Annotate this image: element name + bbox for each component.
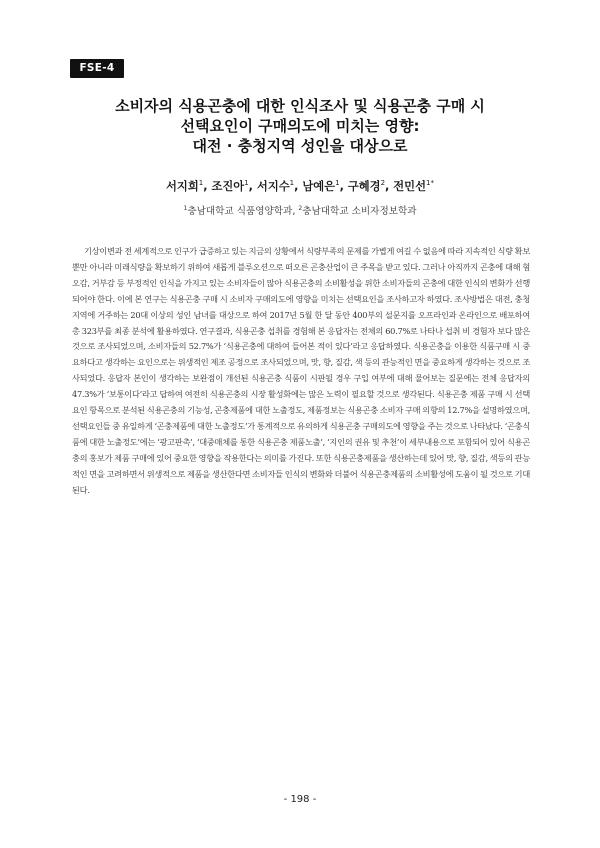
page-number: - 198 - xyxy=(283,794,317,805)
author: 전민선$^{1*}$ xyxy=(393,179,434,193)
paper-title xyxy=(30,96,570,156)
title-line-2: 선택요인이 구매의도에 미치는 영향: xyxy=(180,117,420,135)
author: 서지희$^1$ xyxy=(166,179,204,193)
author: 조진아$^1$ xyxy=(211,179,249,193)
title-line-3: 대전 · 충청지역 성인을 대상으로 xyxy=(192,137,408,155)
session-badge: FSE-4 xyxy=(70,59,124,78)
title-line-1: 소비자의 식용곤충에 대한 인식조사 및 식용곤충 구매 시 xyxy=(115,97,485,115)
abstract-body: 기상이변과 전 세계적으로 인구가 급증하고 있는 지금의 상황에서 식량부족의 문제를 가볍게 여길 수 없음에 따라 지속적인 식량 확보뿐만 아니라 미래식량을 확보하기 위하여 새롭게 블루오션으로 떠오른 곤충산업이 큰 주목을 받고 있다. 그러나 아직까지 곤충에 대해 혐오감, 거부감 등 부정적인 인식을 가지고 있는 소비자들이 많아 식용곤충의 소비활성을 위한 소비자들의 곤충에 대한 인식의 변화가 선행되어야 한다. 이에 본 연구는 식용곤충 구매 시 소비자 구매의도에 영향을 미치는 선택요인을 조사하고자 하였다. 조사방법은 대전, 충청지역에 거주하는 20대 이상의 성인 남녀를 대상으로 하여 2017년 5월 한 달 동안 400부의 설문지를 오프라인과 온라인으로 배포하여 총 323부를 최종 분석에 활용하였다. 연구결과, 식용곤충 섭취를 경험해 본 응답자는 전체의 60.7%로 나타나 섭취 비 경험자 보다 많은 것으로 조사되었으며, 소비자들의 52.7%가 ‘식용곤충에 대하여 들어본 적이 있다’라고 응답하였다. 식용곤충을 이용한 식품구매 시 중요하다고 생각하는 요인으로는 위생적인 제조 공정으로 조사되었으며, 맛, 향, 질감, 색 등의 관능적인 면을 중요하게 생각하는 것으로 조사되었다. 응답자 본인이 생각하는 보완점이 개선된 식용곤충 식품이 시판될 경우 구입 여부에 대해 물어보는 질문에는 전체 응답자의 47.3%가 ‘보통이다’라고 답하여 여전히 식용곤충의 시장 활성화에는 많은 노력이 필요할 것으로 생각된다. 식용곤충 제품 구매 시 선택요인 항목으로 분석된 식용곤충의 기능성, 곤충제품에 대한 노출정도, 제품정보는 식용곤충 소비자 구매 의향의 12.7%을 설명하였으며, 선택요인들 중 유일하게 ‘곤충제품에 대한 노출정도’가 통계적으로 유의하게 식용곤충 구매의도에 영향을 주는 것으로 나타났다. ‘곤충식품에 대한 노출정도’에는 ‘광고판촉’, ‘대중매체를 통한 식용곤충 제품노출’, ‘지인의 권유 및 추천’이 세부내용으로 포함되어 있어 식용곤충의 홍보가 제품 구매에 있어 중요한 영향을 작용한다는 의미를 가진다. 또한 식용곤충제품을 생산하는데 있어 맛, 향, 질감, 색등의 관능적인 면을 고려하면서 위생적으로 제품을 생산한다면 소비자들 인식의 변화와 더불어 식용곤충제품의 소비활성에 도움이 될 것으로 기대된다. xyxy=(72,246,530,495)
author: 남예은$^1$ xyxy=(302,179,340,193)
author-list: 서지희$^1$, 조진아$^1$, 서지수$^1$, 남예은$^1$, 구혜경$^2$, 전민선$^{1*}$ xyxy=(166,179,434,193)
affiliation: $^1$충남대학교 식품영양학과 xyxy=(183,204,293,217)
affiliations: $^1$충남대학교 식품영양학과, $^2$충남대학교 소비자정보학과 xyxy=(183,204,417,217)
author: 서지수$^1$ xyxy=(256,179,295,193)
affiliation: $^2$충남대학교 소비자정보학과 xyxy=(298,204,417,217)
author: 구혜경$^2$ xyxy=(347,179,386,193)
